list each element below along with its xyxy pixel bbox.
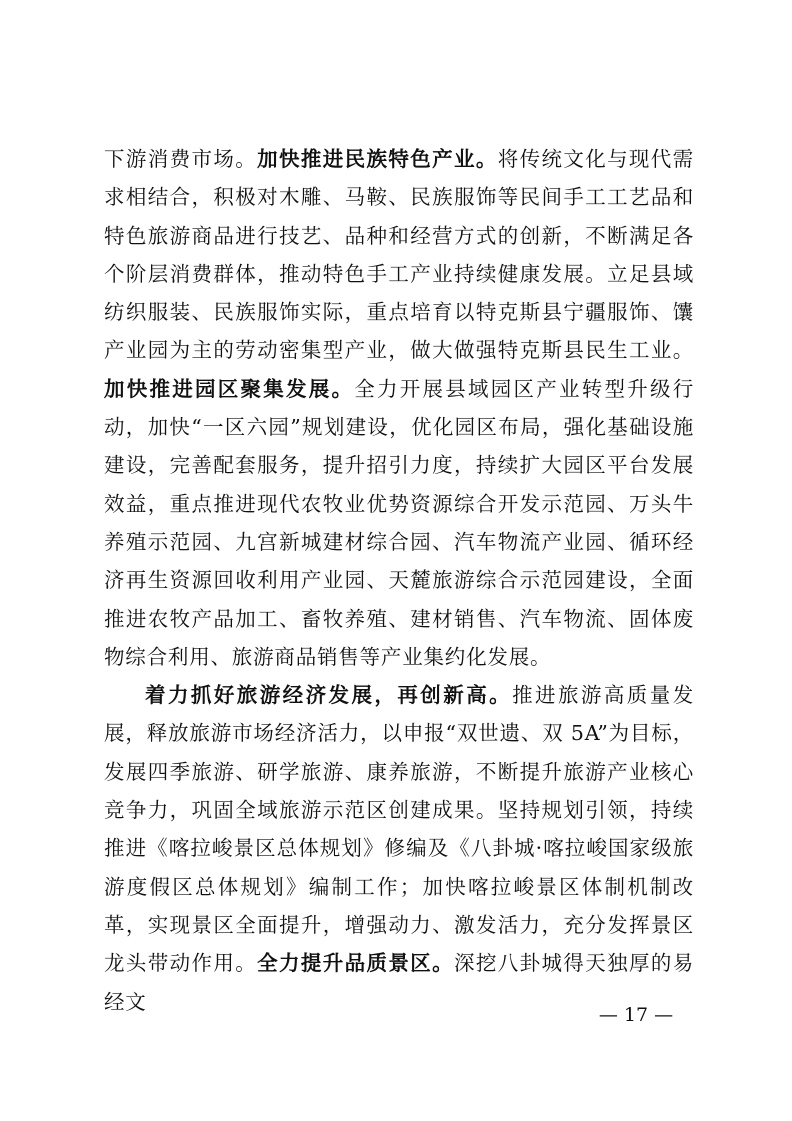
text-run: 将传统文化与现代需求相结合，积极对木雕、马鞍、民族服饰等民间手工工艺品和特色旅游商品进行技艺、品种和经营方式的创新，不断满足各个阶层消费群体，推动特色手工产业持续健康发展。立足县域纺织服装、民族服饰实际，重点培育以特克斯县宁疆服饰、馕产业园为主的劳动密集型产业，做大做强特克斯县民生工业。 [104, 147, 694, 363]
bold-heading-park-development: 加快推进园区聚集发展。 [104, 376, 355, 401]
text-run: 深挖八卦城得天独厚的易经文 [104, 951, 694, 1014]
text-run: 推进旅游高质量发展，释放旅游市场经济活力，以申报“双世遗、双 5A”为目标，发展四季旅游、研学旅游、康养旅游，不断提升旅游产业核心竞争力，巩固全域旅游示范区创建成果。坚持规划引领，持续推进《喀拉峻景区总体规划》修编及《八卦城·喀拉峻国家级旅游度假区总体规划》编制工作；加快喀拉峻景区体制机制改革，实现景区全面提升，增强动力、激发活力，充分发挥景区龙头带动作用。 [104, 683, 694, 976]
bold-heading-tourism-economy: 着力抓好旅游经济发展，再创新高。 [145, 683, 513, 708]
bold-heading-ethnic-industry: 加快推进民族特色产业。 [257, 147, 498, 171]
paragraph-industry [104, 140, 694, 676]
text-run: 下游消费市场。 [104, 147, 258, 171]
body-text [104, 140, 694, 1021]
page-number: — 17 — [598, 1004, 674, 1026]
paragraph-tourism [104, 676, 694, 1021]
text-run: 全力开展县域园区产业转型升级行动，加快“一区六园”规划建设，优化园区布局，强化基础设施建设，完善配套服务，提升招引力度，持续扩大园区平台发展效益，重点推进现代农牧业优势资源综合开发示范园、万头牛养殖示范园、九宫新城建材综合园、汽车物流产业园、循环经济再生资源回收利用产业园、天麓旅游综合示范园建设，全面推进农牧产品加工、畜牧养殖、建材销售、汽车物流、固体废物综合利用、旅游商品销售等产业集约化发展。 [104, 376, 694, 669]
bold-heading-quality-scenic: 全力提升品质景区。 [257, 951, 454, 976]
